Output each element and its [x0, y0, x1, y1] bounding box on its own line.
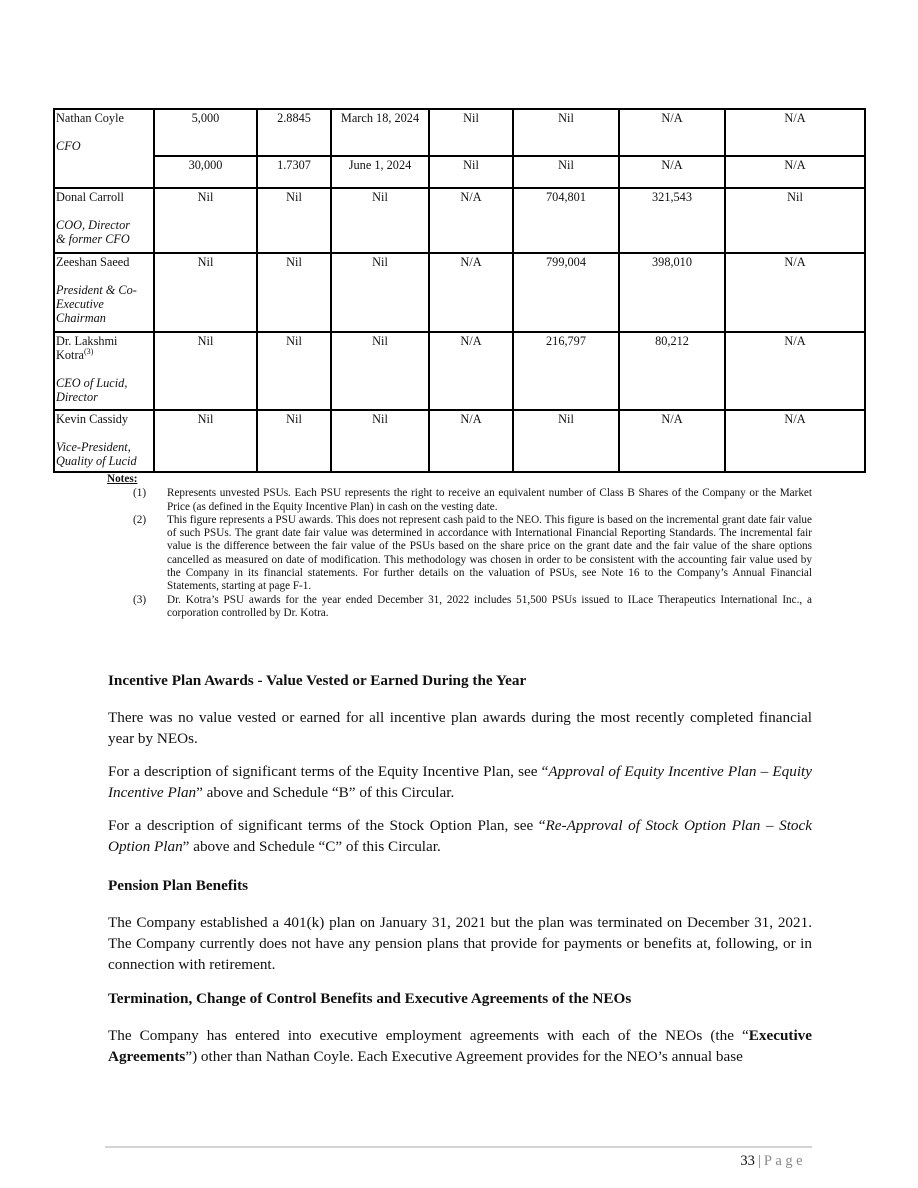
note-number: (1) [133, 487, 147, 500]
section-heading-termination: Termination, Change of Control Benefits and Executive Agreements of the NEOs [108, 990, 632, 1007]
text-run: The Company has entered into executive employment agreements with each of the NEOs (the “ [108, 1027, 749, 1044]
neo-name: Zeeshan Saeed [56, 255, 130, 269]
table-cell: N/A [619, 156, 725, 188]
page-footer [740, 1152, 806, 1170]
neo-title: Vice-President, [56, 440, 131, 454]
footer-divider [105, 1146, 812, 1148]
note-item [107, 514, 812, 594]
neo-title: & former CFO [56, 232, 130, 246]
neo-name-cell [54, 188, 154, 253]
table-cell: N/A [429, 410, 513, 472]
table-cell: Nil [257, 332, 331, 410]
table-cell: 80,212 [619, 332, 725, 410]
incentive-paragraph-1: There was no value vested or earned for all incentive plan awards during the most recently completed financial year by NEOs. [108, 709, 812, 747]
page-label: Page [763, 1153, 806, 1169]
table-cell: N/A [725, 410, 865, 472]
note-item [107, 487, 812, 514]
table-cell: Nil [331, 410, 429, 472]
table-cell: Nil [257, 253, 331, 332]
table-cell: Nil [331, 332, 429, 410]
table-row [54, 410, 865, 472]
neo-name: Kotra [56, 348, 84, 362]
neo-name-cell [54, 109, 154, 188]
termination-paragraph [108, 1025, 812, 1067]
text-run: For a description of significant terms of the Stock Option Plan, see “ [108, 817, 546, 834]
outstanding-awards-table [53, 108, 866, 473]
text-run: ” above and Schedule “C” of this Circular. [182, 838, 441, 855]
table-cell: Nil [154, 253, 257, 332]
table-cell: N/A [619, 109, 725, 156]
note-text: Represents unvested PSUs. Each PSU represents the right to receive an equivalent number of Class B Shares of the Company or the Market Price (as defined in the Equity Incentive Plan) in cash on the vesting date. [167, 487, 812, 513]
table-cell: June 1, 2024 [331, 156, 429, 188]
table-cell: 704,801 [513, 188, 619, 253]
section-heading-pension: Pension Plan Benefits [108, 877, 249, 894]
table-cell: Nil [513, 410, 619, 472]
neo-title: COO, Director [56, 218, 131, 232]
neo-name: Donal Carroll [56, 190, 124, 204]
text-run: ” above and Schedule “B” of this Circular. [196, 784, 455, 801]
table-cell: N/A [429, 253, 513, 332]
cross-reference[interactable]: Approval of Equity Incentive Plan – Equity Incentive Plan [108, 763, 812, 801]
neo-name-cell [54, 253, 154, 332]
text-run: For a description of significant terms of the Equity Incentive Plan, see “ [108, 763, 549, 780]
neo-title: Executive [56, 297, 104, 311]
note-item [107, 594, 812, 621]
table-cell: 2.8845 [257, 109, 331, 156]
footnote-ref: (3) [84, 346, 94, 356]
neo-name: Dr. Lakshmi [56, 334, 118, 348]
page-number: 33 [740, 1153, 755, 1169]
table-cell: Nil [725, 188, 865, 253]
table-row [54, 332, 865, 410]
footer-separator: | [757, 1153, 761, 1169]
neo-title: President & Co- [56, 283, 137, 297]
neo-title: Chairman [56, 311, 106, 325]
table-notes [107, 473, 812, 620]
text-run: ”) other than Nathan Coyle. Each Executive Agreement provides for the NEO’s annual base [185, 1048, 743, 1065]
incentive-paragraph-3 [108, 815, 812, 857]
table-cell: Nil [257, 188, 331, 253]
table-cell: Nil [513, 109, 619, 156]
section-heading-incentive: Incentive Plan Awards - Value Vested or Earned During the Year [108, 672, 527, 689]
table-cell: 216,797 [513, 332, 619, 410]
table-cell: N/A [725, 332, 865, 410]
neo-title: Director [56, 390, 98, 404]
neo-name: Kevin Cassidy [56, 412, 129, 426]
table-cell: N/A [429, 188, 513, 253]
table-cell: 799,004 [513, 253, 619, 332]
note-number: (3) [133, 593, 147, 606]
neo-name-cell [54, 332, 154, 410]
neo-name-line2 [56, 348, 151, 362]
neo-name: Nathan Coyle [56, 111, 124, 125]
neo-title: Quality of Lucid [56, 454, 137, 468]
neo-title: CFO [56, 139, 81, 153]
table-cell: Nil [429, 156, 513, 188]
table-cell: N/A [725, 253, 865, 332]
table-row [54, 156, 865, 188]
neo-name-cell [54, 410, 154, 472]
table-cell: N/A [429, 332, 513, 410]
table-cell: March 18, 2024 [331, 109, 429, 156]
notes-label: Notes: [107, 473, 138, 485]
table-cell: Nil [154, 188, 257, 253]
pension-paragraph: The Company established a 401(k) plan on January 31, 2021 but the plan was terminated on December 31, 2021. The Company currently does not have any pension plans that provide for payments or benefits at, following, or in connection with retirement. [108, 914, 812, 973]
table-cell: N/A [725, 156, 865, 188]
table-cell: 30,000 [154, 156, 257, 188]
table-cell: Nil [331, 253, 429, 332]
table-row [54, 253, 865, 332]
note-number: (2) [133, 513, 147, 526]
table-cell: Nil [331, 188, 429, 253]
table-cell: 5,000 [154, 109, 257, 156]
table-cell: Nil [154, 410, 257, 472]
defined-term: Executive Agreements [108, 1027, 812, 1065]
note-text: Dr. Kotra’s PSU awards for the year ended December 31, 2022 includes 51,500 PSUs issued to ILace Therapeutics International Inc., a corporation controlled by Dr. Kotra. [167, 593, 812, 619]
incentive-paragraph-2 [108, 761, 812, 803]
table-cell: Nil [257, 410, 331, 472]
table-cell: N/A [619, 410, 725, 472]
table-cell: Nil [429, 109, 513, 156]
cross-reference[interactable]: Re-Approval of Stock Option Plan – Stock Option Plan [108, 817, 812, 855]
table-cell: 1.7307 [257, 156, 331, 188]
table-cell: Nil [513, 156, 619, 188]
table-cell: 321,543 [619, 188, 725, 253]
neo-title: CEO of Lucid, [56, 376, 128, 390]
table-row [54, 188, 865, 253]
table-cell: N/A [725, 109, 865, 156]
note-text: This figure represents a PSU awards. This does not represent cash paid to the NEO. This figure is based on the incremental grant date fair value of such PSUs. The grant date fair value was determined in accordance with International Financial Reporting Standards. The incremental fair value is the difference between the fair value of the PSUs based on the share price on the grant date and the fair value of the share options cancelled as measured on date of modification. This methodology was chosen in order to be consistent with the accounting fair value used by the Company in its financial statements. For further details on the valuation of PSUs, see Note 16 to the Company’s Annual Financial Statements, starting at page F-1. [167, 513, 812, 593]
table-row [54, 109, 865, 156]
table-cell: 398,010 [619, 253, 725, 332]
table-cell: Nil [154, 332, 257, 410]
